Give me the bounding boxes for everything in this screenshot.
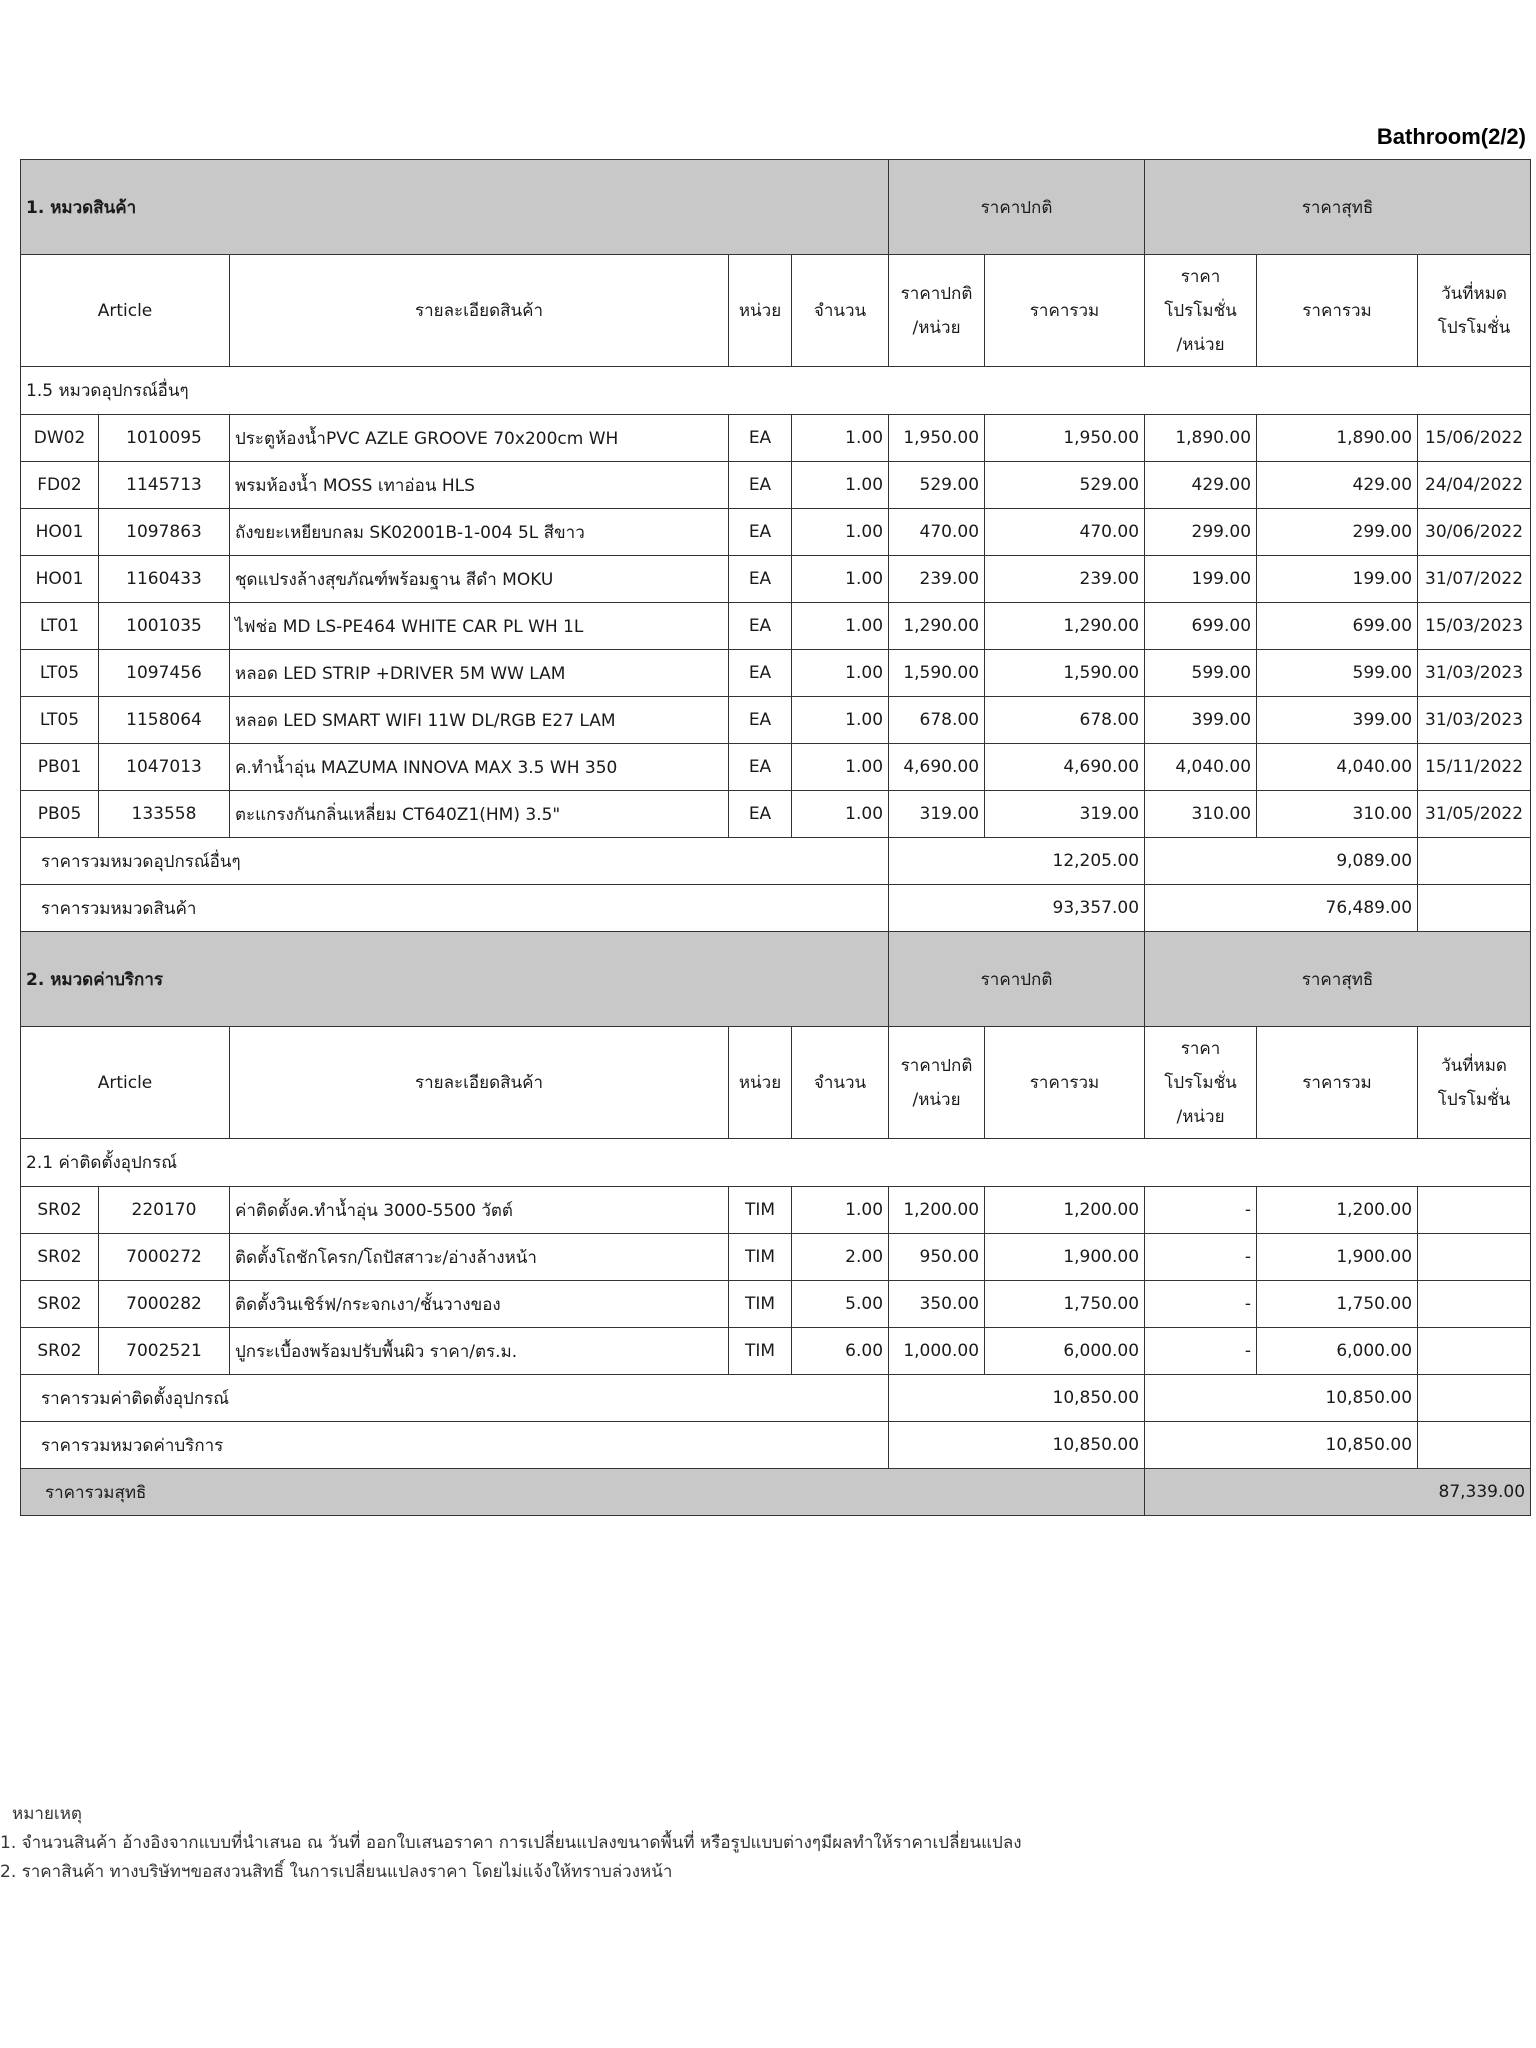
cell-total: 1,900.00 [985, 1234, 1145, 1281]
cell-promo-end: 30/06/2022 [1418, 509, 1531, 556]
cell-promo-end: 15/11/2022 [1418, 744, 1531, 791]
cell-promo-end [1418, 1328, 1531, 1375]
page-label: Bathroom(2/2) [1376, 124, 1526, 149]
table-row [21, 697, 1531, 744]
col-promo-end-l2: โปรโมชั่น [1437, 1089, 1511, 1110]
cell-description: ไฟช่อ MD LS-PE464 WHITE CAR PL WH 1L [230, 603, 729, 650]
grand-total-row [21, 1469, 1531, 1516]
cell-code: PB05 [21, 791, 99, 838]
cell-article: 7002521 [99, 1328, 230, 1375]
subtotal-regular: 12,205.00 [889, 838, 1145, 885]
cell-unit: EA [729, 556, 792, 603]
notes-title: หมายเหตุ [12, 1804, 82, 1824]
cell-article: 7000272 [99, 1234, 230, 1281]
cell-unit-price: 239.00 [889, 556, 985, 603]
cell-code: LT01 [21, 603, 99, 650]
cell-qty: 1.00 [792, 415, 889, 462]
cell-qty: 1.00 [792, 791, 889, 838]
col-promo-l3: /หน่วย [1176, 1106, 1225, 1127]
table-row [21, 556, 1531, 603]
table-row [21, 650, 1531, 697]
table-row [21, 603, 1531, 650]
cell-code: HO01 [21, 509, 99, 556]
cell-unit: EA [729, 509, 792, 556]
subtotal-row [21, 838, 1531, 885]
total-row [21, 885, 1531, 932]
col-promo-l1: ราคา [1180, 1038, 1221, 1059]
col-promo-end-l2: โปรโมชั่น [1437, 317, 1511, 338]
col-net-total: ราคารวม [1257, 1027, 1418, 1139]
net-price-header: ราคาสุทธิ [1145, 160, 1531, 255]
cell-qty: 1.00 [792, 1187, 889, 1234]
cell-unit-price: 1,000.00 [889, 1328, 985, 1375]
table-row [21, 1328, 1531, 1375]
col-unit-price [889, 255, 985, 367]
subtotal-row [21, 1375, 1531, 1422]
cell-unit: TIM [729, 1187, 792, 1234]
cell-net-total: 1,200.00 [1257, 1187, 1418, 1234]
cell-total: 678.00 [985, 697, 1145, 744]
cell-unit-price: 529.00 [889, 462, 985, 509]
cell-description: ชุดแปรงล้างสุขภัณฑ์พร้อมฐาน สีดำ MOKU [230, 556, 729, 603]
cell-total: 1,950.00 [985, 415, 1145, 462]
cell-promo-end: 31/03/2023 [1418, 697, 1531, 744]
cell-qty: 1.00 [792, 697, 889, 744]
col-unit-price [889, 1027, 985, 1139]
col-promo-price [1145, 255, 1257, 367]
cell-net-total: 399.00 [1257, 697, 1418, 744]
cell-total: 1,750.00 [985, 1281, 1145, 1328]
col-unit-price-l1: ราคาปกติ [900, 1055, 973, 1076]
cell-article: 1010095 [99, 415, 230, 462]
column-header-row [21, 255, 1531, 367]
total-row [21, 1422, 1531, 1469]
col-unit-price-l1: ราคาปกติ [900, 283, 973, 304]
total-label: ราคารวมหมวดสินค้า [21, 885, 889, 932]
col-qty: จำนวน [792, 1027, 889, 1139]
cell-promo-end: 24/04/2022 [1418, 462, 1531, 509]
col-description: รายละเอียดสินค้า [230, 255, 729, 367]
col-net-total: ราคารวม [1257, 255, 1418, 367]
cell-description: ประตูห้องน้ำPVC AZLE GROOVE 70x200cm WH [230, 415, 729, 462]
cell-description: พรมห้องน้ำ MOSS เทาอ่อน HLS [230, 462, 729, 509]
subtotal-regular: 10,850.00 [889, 1375, 1145, 1422]
col-unit-price-l2: /หน่วย [912, 1089, 961, 1110]
cell-total: 529.00 [985, 462, 1145, 509]
subtotal-net: 9,089.00 [1145, 838, 1418, 885]
cell-qty: 1.00 [792, 603, 889, 650]
cell-total: 319.00 [985, 791, 1145, 838]
cell-code: SR02 [21, 1328, 99, 1375]
cell-net-total: 199.00 [1257, 556, 1418, 603]
table-row [21, 415, 1531, 462]
table-row [21, 744, 1531, 791]
cell-code: DW02 [21, 415, 99, 462]
col-article: Article [21, 255, 230, 367]
subsection-row [21, 1139, 1531, 1187]
cell-unit: EA [729, 744, 792, 791]
empty-cell [1418, 885, 1531, 932]
subsection-title: 1.5 หมวดอุปกรณ์อื่นๆ [21, 367, 1531, 415]
cell-qty: 6.00 [792, 1328, 889, 1375]
cell-promo-price: 399.00 [1145, 697, 1257, 744]
cell-unit-price: 1,200.00 [889, 1187, 985, 1234]
cell-promo-end [1418, 1234, 1531, 1281]
cell-qty: 1.00 [792, 650, 889, 697]
cell-promo-price: 310.00 [1145, 791, 1257, 838]
cell-total: 239.00 [985, 556, 1145, 603]
col-promo-l1: ราคา [1180, 266, 1221, 287]
cell-description: ปูกระเบื้องพร้อมปรับพื้นผิว ราคา/ตร.ม. [230, 1328, 729, 1375]
cell-net-total: 1,750.00 [1257, 1281, 1418, 1328]
col-promo-end-l1: วันที่หมด [1441, 283, 1507, 304]
total-net: 76,489.00 [1145, 885, 1418, 932]
cell-unit-price: 1,950.00 [889, 415, 985, 462]
table-row [21, 509, 1531, 556]
section-title: 1. หมวดสินค้า [21, 160, 889, 255]
cell-article: 220170 [99, 1187, 230, 1234]
cell-promo-end: 31/03/2023 [1418, 650, 1531, 697]
cell-unit: TIM [729, 1281, 792, 1328]
cell-description: ติดตั้งโถชักโครก/โถปัสสาวะ/อ่างล้างหน้า [230, 1234, 729, 1281]
total-net: 10,850.00 [1145, 1422, 1418, 1469]
cell-article: 1001035 [99, 603, 230, 650]
cell-promo-price: - [1145, 1187, 1257, 1234]
cell-unit-price: 1,590.00 [889, 650, 985, 697]
cell-article: 133558 [99, 791, 230, 838]
cell-article: 7000282 [99, 1281, 230, 1328]
cell-description: ค่าติดตั้งค.ทำน้ำอุ่น 3000-5500 วัตต์ [230, 1187, 729, 1234]
cell-unit: EA [729, 462, 792, 509]
col-unit-price-l2: /หน่วย [912, 317, 961, 338]
cell-description: ถังขยะเหยียบกลม SK02001B-1-004 5L สีขาว [230, 509, 729, 556]
col-unit: หน่วย [729, 255, 792, 367]
cell-description: ติดตั้งวินเชิร์ฟ/กระจกเงา/ชั้นวางของ [230, 1281, 729, 1328]
cell-promo-price: 699.00 [1145, 603, 1257, 650]
cell-code: LT05 [21, 650, 99, 697]
cell-promo-price: 299.00 [1145, 509, 1257, 556]
subtotal-net: 10,850.00 [1145, 1375, 1418, 1422]
table-row [21, 1187, 1531, 1234]
cell-qty: 1.00 [792, 509, 889, 556]
notes [0, 1800, 1022, 1887]
cell-code: SR02 [21, 1281, 99, 1328]
subtotal-label: ราคารวมหมวดอุปกรณ์อื่นๆ [21, 838, 889, 885]
col-promo-l3: /หน่วย [1176, 334, 1225, 355]
total-regular: 10,850.00 [889, 1422, 1145, 1469]
cell-code: LT05 [21, 697, 99, 744]
cell-promo-price: 4,040.00 [1145, 744, 1257, 791]
cell-total: 470.00 [985, 509, 1145, 556]
cell-qty: 5.00 [792, 1281, 889, 1328]
cell-unit-price: 470.00 [889, 509, 985, 556]
cell-code: SR02 [21, 1234, 99, 1281]
cell-article: 1145713 [99, 462, 230, 509]
cell-net-total: 429.00 [1257, 462, 1418, 509]
col-promo-end [1418, 1027, 1531, 1139]
col-qty: จำนวน [792, 255, 889, 367]
cell-net-total: 1,900.00 [1257, 1234, 1418, 1281]
cell-total: 1,200.00 [985, 1187, 1145, 1234]
cell-description: ตะแกรงกันกลิ่นเหลี่ยม CT640Z1(HM) 3.5" [230, 791, 729, 838]
cell-article: 1097863 [99, 509, 230, 556]
table-row [21, 1234, 1531, 1281]
cell-article: 1097456 [99, 650, 230, 697]
cell-promo-price: 1,890.00 [1145, 415, 1257, 462]
col-promo-l2: โปรโมชั่น [1164, 300, 1237, 321]
cell-unit: TIM [729, 1328, 792, 1375]
cell-total: 4,690.00 [985, 744, 1145, 791]
cell-code: FD02 [21, 462, 99, 509]
section-header [21, 932, 1531, 1027]
section-header [21, 160, 1531, 255]
cell-total: 6,000.00 [985, 1328, 1145, 1375]
cell-promo-price: 599.00 [1145, 650, 1257, 697]
cell-unit-price: 4,690.00 [889, 744, 985, 791]
cell-unit: TIM [729, 1234, 792, 1281]
grand-total-label: ราคารวมสุทธิ [21, 1469, 1145, 1516]
cell-promo-end: 15/06/2022 [1418, 415, 1531, 462]
col-promo-price [1145, 1027, 1257, 1139]
cell-total: 1,290.00 [985, 603, 1145, 650]
net-price-header: ราคาสุทธิ [1145, 932, 1531, 1027]
col-promo-l2: โปรโมชั่น [1164, 1072, 1237, 1093]
cell-net-total: 4,040.00 [1257, 744, 1418, 791]
note-item: 2. ราคาสินค้า ทางบริษัทฯขอสงวนสิทธิ์ ในการเปลี่ยนแปลงราคา โดยไม่แจ้งให้ทราบล่วงหน้า [0, 1862, 673, 1882]
cell-article: 1158064 [99, 697, 230, 744]
total-label: ราคารวมหมวดค่าบริการ [21, 1422, 889, 1469]
column-header-row [21, 1027, 1531, 1139]
section-title: 2. หมวดค่าบริการ [21, 932, 889, 1027]
cell-article: 1047013 [99, 744, 230, 791]
cell-qty: 2.00 [792, 1234, 889, 1281]
note-item: 1. จำนวนสินค้า อ้างอิงจากแบบที่นำเสนอ ณ วันที่ ออกใบเสนอราคา การเปลี่ยนแปลงขนาดพื้นที่ หรือรูปแบบต่างๆมีผลทำให้ราคาเปลี่ยนแปลง [0, 1833, 1022, 1853]
cell-unit: EA [729, 603, 792, 650]
cell-promo-end: 15/03/2023 [1418, 603, 1531, 650]
cell-promo-end: 31/05/2022 [1418, 791, 1531, 838]
cell-promo-price: - [1145, 1234, 1257, 1281]
cell-net-total: 299.00 [1257, 509, 1418, 556]
total-regular: 93,357.00 [889, 885, 1145, 932]
cell-code: SR02 [21, 1187, 99, 1234]
cell-article: 1160433 [99, 556, 230, 603]
quotation-table [20, 159, 1531, 1516]
cell-qty: 1.00 [792, 744, 889, 791]
cell-promo-price: 199.00 [1145, 556, 1257, 603]
cell-promo-end [1418, 1187, 1531, 1234]
cell-unit: EA [729, 697, 792, 744]
col-total: ราคารวม [985, 1027, 1145, 1139]
subsection-title: 2.1 ค่าติดตั้งอุปกรณ์ [21, 1139, 1531, 1187]
col-article: Article [21, 1027, 230, 1139]
regular-price-header: ราคาปกติ [889, 160, 1145, 255]
col-promo-end-l1: วันที่หมด [1441, 1055, 1507, 1076]
regular-price-header: ราคาปกติ [889, 932, 1145, 1027]
table-row [21, 791, 1531, 838]
cell-net-total: 599.00 [1257, 650, 1418, 697]
cell-code: HO01 [21, 556, 99, 603]
cell-net-total: 310.00 [1257, 791, 1418, 838]
col-total: ราคารวม [985, 255, 1145, 367]
cell-promo-end: 31/07/2022 [1418, 556, 1531, 603]
cell-promo-price: - [1145, 1281, 1257, 1328]
cell-unit-price: 350.00 [889, 1281, 985, 1328]
subtotal-label: ราคารวมค่าติดตั้งอุปกรณ์ [21, 1375, 889, 1422]
cell-unit-price: 1,290.00 [889, 603, 985, 650]
grand-total-value: 87,339.00 [1145, 1469, 1531, 1516]
cell-description: ค.ทำน้ำอุ่น MAZUMA INNOVA MAX 3.5 WH 350 [230, 744, 729, 791]
subsection-row [21, 367, 1531, 415]
cell-description: หลอด LED STRIP +DRIVER 5M WW LAM [230, 650, 729, 697]
cell-qty: 1.00 [792, 462, 889, 509]
col-unit: หน่วย [729, 1027, 792, 1139]
cell-net-total: 1,890.00 [1257, 415, 1418, 462]
table-row [21, 462, 1531, 509]
cell-promo-end [1418, 1281, 1531, 1328]
cell-promo-price: - [1145, 1328, 1257, 1375]
cell-unit: EA [729, 415, 792, 462]
cell-qty: 1.00 [792, 556, 889, 603]
cell-unit-price: 950.00 [889, 1234, 985, 1281]
cell-promo-price: 429.00 [1145, 462, 1257, 509]
empty-cell [1418, 1375, 1531, 1422]
col-promo-end [1418, 255, 1531, 367]
cell-net-total: 6,000.00 [1257, 1328, 1418, 1375]
empty-cell [1418, 1422, 1531, 1469]
cell-unit-price: 319.00 [889, 791, 985, 838]
cell-net-total: 699.00 [1257, 603, 1418, 650]
cell-description: หลอด LED SMART WIFI 11W DL/RGB E27 LAM [230, 697, 729, 744]
table-row [21, 1281, 1531, 1328]
cell-code: PB01 [21, 744, 99, 791]
cell-unit: EA [729, 791, 792, 838]
col-description: รายละเอียดสินค้า [230, 1027, 729, 1139]
empty-cell [1418, 838, 1531, 885]
cell-unit-price: 678.00 [889, 697, 985, 744]
cell-total: 1,590.00 [985, 650, 1145, 697]
cell-unit: EA [729, 650, 792, 697]
